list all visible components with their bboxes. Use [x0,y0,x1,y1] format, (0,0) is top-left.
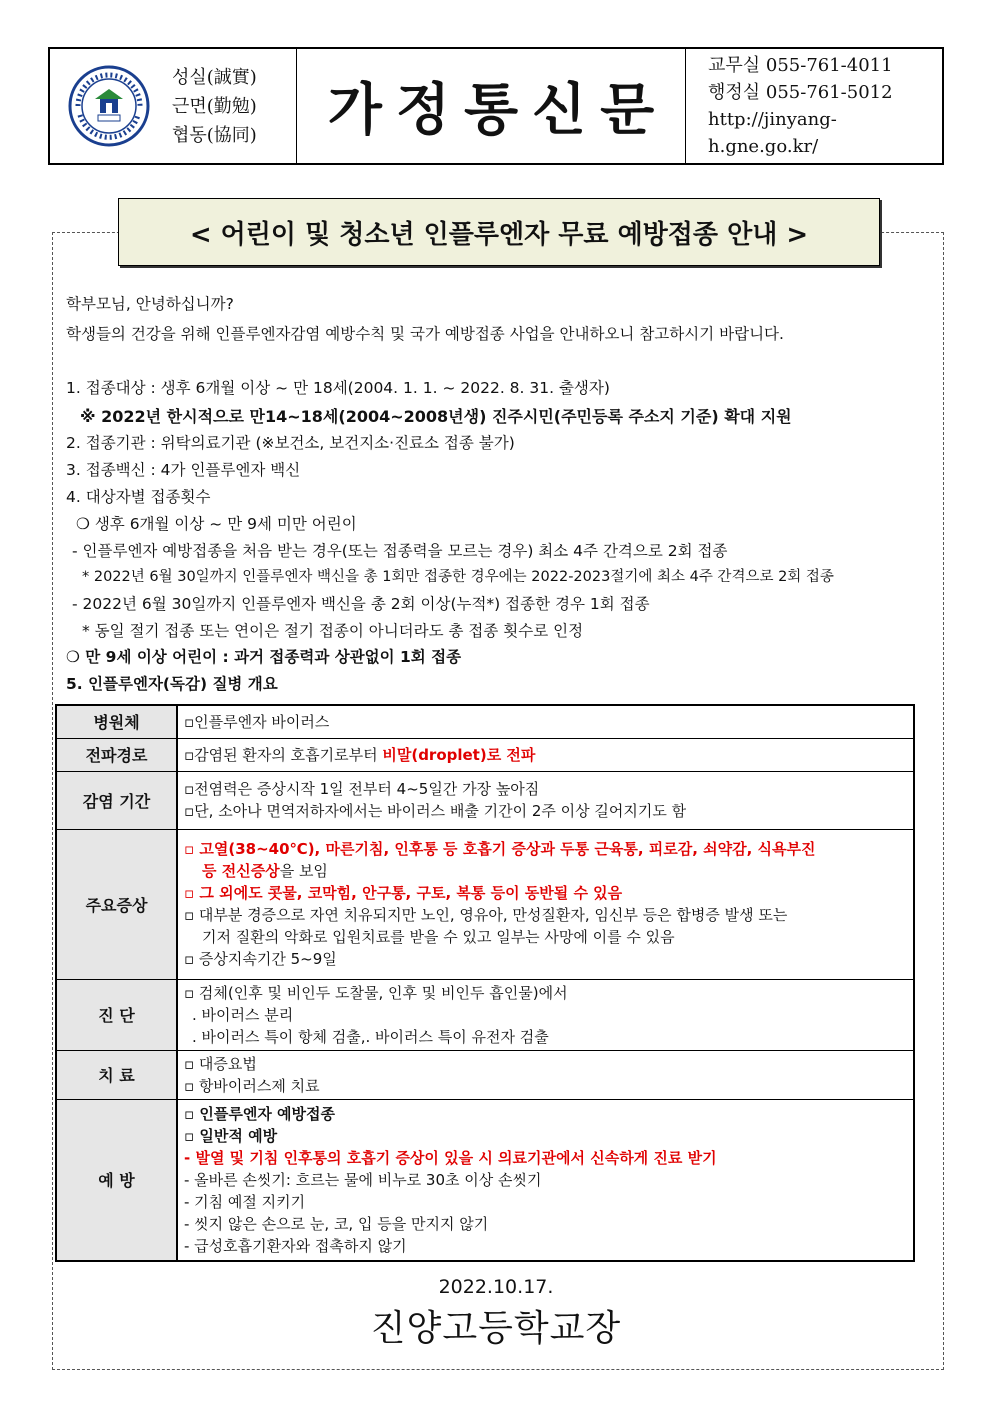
table-row [56,738,914,771]
symptom-line-3b: 기저 질환의 악화로 입원치료를 받을 수 있고 일부는 사망에 이를 수 있음 [202,928,675,946]
intro-paragraph: 학생들의 건강을 위해 인플루엔자감염 예방수칙 및 국가 예방접종 사업을 안내하오니 참고하시기 바랍니다. [66,325,784,343]
under-9-first-time-note: * 2022년 6월 30일까지 인플루엔자 백신을 총 1회만 접종한 경우에는 2022-2023절기에 최소 4주 간격으로 2회 접종 [82,569,834,585]
prevention-line-6: - 씻지 않은 손으로 눈, 코, 입 등을 만지지 않기 [184,1214,489,1233]
row-label-pathogen: 병원체 [56,705,177,738]
principal-signature: 진양고등학교장 [370,1308,622,1349]
table-row [56,979,914,1050]
period-line-1: ▫전염력은 증상시작 1일 전부터 4~5일간 가장 높아짐 [184,780,540,798]
item-overview: 5. 인플루엔자(독감) 질병 개요 [66,675,278,693]
influenza-overview-table [55,704,915,1262]
treatment-cell [177,1050,914,1099]
document-title: 가정통신문 [327,77,669,143]
group-under-9: ❍ 생후 6개월 이상 ~ 만 9세 미만 어린이 [76,515,357,533]
contact-website[interactable]: http://jinyang-h.gne.go.kr/ [708,109,837,157]
period-line-2: ▫단, 소아나 면역저하자에서는 바이러스 배출 기간이 2주 이상 길어지기도 함 [184,802,687,820]
motto-3: 협동(協同) [172,124,257,146]
route-emphasis: 비말(droplet)로 전파 [382,746,536,764]
table-row [56,1050,914,1099]
prevention-line-1: ▫ 인플루엔자 예방접종 [184,1104,336,1123]
under-9-two-plus: - 2022년 6월 30일까지 인플루엔자 백신을 총 2회 이상(누적*) 접종한 경우 1회 접종 [72,595,650,613]
diagnosis-line-2: . 바이러스 분리 [192,1005,294,1024]
route-cell [177,738,914,771]
treatment-line-2: ▫ 항바이러스제 치료 [184,1076,320,1095]
prevention-cell [177,1099,914,1261]
row-label-symptoms: 주요증상 [56,829,177,979]
greeting: 학부모님, 안녕하십니까? [66,295,234,313]
school-logo-emblem [68,65,150,147]
diagnosis-line-1: ▫ 검체(인후 및 비인두 도찰물, 인후 및 비인두 흡인물)에서 [184,983,568,1002]
prevention-line-2: ▫ 일반적 예방 [184,1126,278,1145]
diagnosis-line-3: . 바이러스 특이 항체 검출,. 바이러스 특이 유전자 검출 [192,1027,549,1046]
symptom-line-1: ▫ 고열(38~40℃), 마른기침, 인후통 등 호흡기 증상과 두통 근육통, 피로감, 쇠약감, 식욕부진 [184,840,816,858]
symptom-line-1b-emphasis: 등 전신증상 [202,862,280,880]
item-target: 1. 접종대상 : 생후 6개월 이상 ~ 만 18세(2004. 1. 1. ~ 2022. 8. 31. 출생자) [66,379,610,397]
motto-2: 근면(勤勉) [172,95,257,117]
item-institution: 2. 접종기관 : 위탁의료기관 (※보건소, 보건지소·진료소 접종 불가) [66,434,515,452]
table-row [56,771,914,829]
motto-1: 성실(誠實) [172,66,257,88]
treatment-line-1: ▫ 대증요법 [184,1054,257,1073]
symptom-line-3: ▫ 대부분 경증으로 자연 치유되지만 노인, 영유아, 만성질환자, 임신부 등은 합병증 발생 또는 [184,906,788,924]
prevention-line-4: - 올바른 손씻기: 흐르는 물에 비누로 30초 이상 손씻기 [184,1170,542,1189]
row-label-period: 감염 기간 [56,771,177,829]
table-row [56,705,914,738]
row-label-route: 전파경로 [56,738,177,771]
period-cell [177,771,914,829]
pathogen-text: ▫인플루엔자 바이러스 [184,713,330,732]
school-mottos [172,63,257,150]
item-target-note: ※ 2022년 한시적으로 만14~18세(2004~2008년생) 진주시민(주민등록 주소지 기준) 확대 지원 [80,407,792,426]
under-9-two-plus-note: * 동일 절기 접종 또는 연이은 절기 접종이 아니더라도 총 접종 횟수로 인정 [82,622,584,640]
school-identity [50,49,297,163]
issue-date: 2022.10.17. [438,1276,554,1298]
letterhead [48,47,944,165]
group-9-plus: ❍ 만 9세 이상 어린이 : 과거 접종력과 상관없이 1회 접종 [66,648,462,666]
item-doses: 4. 대상자별 접종횟수 [66,488,211,506]
prevention-line-3: - 발열 및 기침 인후통의 호흡기 증상이 있을 시 의료기관에서 신속하게 진료 받기 [184,1148,717,1167]
pathogen-cell [177,705,914,738]
title-cell [297,49,686,163]
contact-academic-office: 교무실 055-761-4011 [708,55,893,76]
symptom-line-1b-tail: 을 보임 [279,862,328,880]
symptoms-cell [177,829,914,979]
table-row [56,1099,914,1261]
diagnosis-cell [177,979,914,1050]
contact-info [686,49,942,163]
under-9-first-time: - 인플루엔자 예방접종을 처음 받는 경우(또는 접종력을 모르는 경우) 최소 4주 간격으로 2회 접종 [72,542,728,560]
symptom-line-2: ▫ 그 외에도 콧물, 코막힘, 안구통, 구토, 복통 등이 동반될 수 있음 [184,884,623,902]
table-row [56,829,914,979]
prevention-line-5: - 기침 예절 지키기 [184,1192,306,1211]
row-label-treatment: 치 료 [56,1050,177,1099]
prevention-line-7: - 급성호흡기환자와 접촉하지 않기 [184,1236,407,1255]
symptom-line-1b [184,860,907,882]
notice-banner: < 어린이 및 청소년 인플루엔자 무료 예방접종 안내 > [118,198,880,266]
route-text: ▫감염된 환자의 호흡기로부터 [184,746,383,764]
row-label-prevention: 예 방 [56,1099,177,1261]
row-label-diagnosis: 진 단 [56,979,177,1050]
item-vaccine: 3. 접종백신 : 4가 인플루엔자 백신 [66,461,301,479]
contact-admin-office: 행정실 055-761-5012 [708,82,893,103]
symptom-line-4: ▫ 증상지속기간 5~9일 [184,950,337,968]
